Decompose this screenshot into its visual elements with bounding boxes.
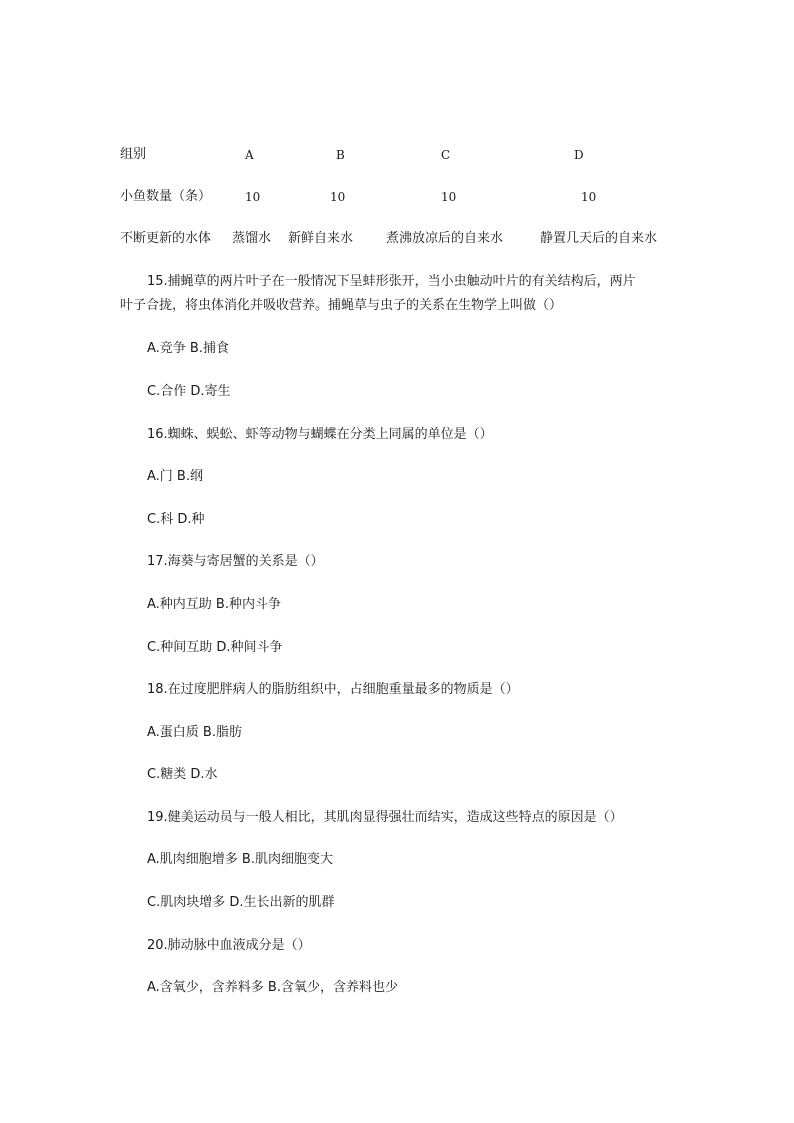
table-cell: 10 xyxy=(330,190,346,204)
question-options: A.门 B.纲 xyxy=(147,469,203,484)
table-cell: 10 xyxy=(441,190,457,204)
table-header-cell: C xyxy=(441,148,451,162)
table-header-cell: D xyxy=(574,148,584,162)
table-cell: 不断更新的水体 xyxy=(120,231,212,246)
question-options: C.种间互助 D.种间斗争 xyxy=(147,640,283,655)
table-cell: 静置几天后的自来水 xyxy=(540,231,658,246)
question-stem: 16.蜘蛛、蜈蚣、虾等动物与蝴蝶在分类上同属的单位是（） xyxy=(147,427,493,442)
table-cell: 10 xyxy=(245,190,261,204)
question-stem: 17.海葵与寄居蟹的关系是（） xyxy=(147,554,324,569)
question-options: C.肌肉块增多 D.生长出新的肌群 xyxy=(147,895,335,910)
question-stem: 19.健美运动员与一般人相比，其肌肉显得强壮而结实，造成这些特点的原因是（） xyxy=(147,810,623,825)
table-header-cell: 组别 xyxy=(120,147,147,162)
table-cell: 蒸馏水 xyxy=(232,231,272,246)
question-options: A.蛋白质 B.脂肪 xyxy=(147,725,242,740)
question-stem: 15.捕蝇草的两片叶子在一般情况下呈蚌形张开，当小虫触动叶片的有关结构后，两片 xyxy=(147,274,636,289)
question-options: C.合作 D.寄生 xyxy=(147,384,231,399)
question-options: A.种内互助 B.种内斗争 xyxy=(147,597,281,612)
table-cell: 新鲜自来水 xyxy=(288,231,354,246)
table-header-cell: B xyxy=(336,148,345,162)
table-cell: 小鱼数量（条） xyxy=(120,189,212,204)
question-options: A.含氧少，含养料多 B.含氧少，含养料也少 xyxy=(147,980,398,995)
question-stem: 20.肺动脉中血液成分是（） xyxy=(147,938,311,953)
question-stem: 18.在过度肥胖病人的脂肪组织中，占细胞重量最多的物质是（） xyxy=(147,682,519,697)
question-stem-continued: 叶子合拢，将虫体消化并吸收营养。捕蝇草与虫子的关系在生物学上叫做（） xyxy=(120,298,563,313)
question-options: A.肌肉细胞增多 B.肌肉细胞变大 xyxy=(147,852,333,867)
table-header-cell: A xyxy=(245,148,254,162)
table-cell: 10 xyxy=(581,190,597,204)
question-options: A.竞争 B.捕食 xyxy=(147,341,229,356)
table-cell: 煮沸放凉后的自来水 xyxy=(386,231,504,246)
question-options: C.科 D.种 xyxy=(147,512,205,527)
question-options: C.糖类 D.水 xyxy=(147,767,218,782)
